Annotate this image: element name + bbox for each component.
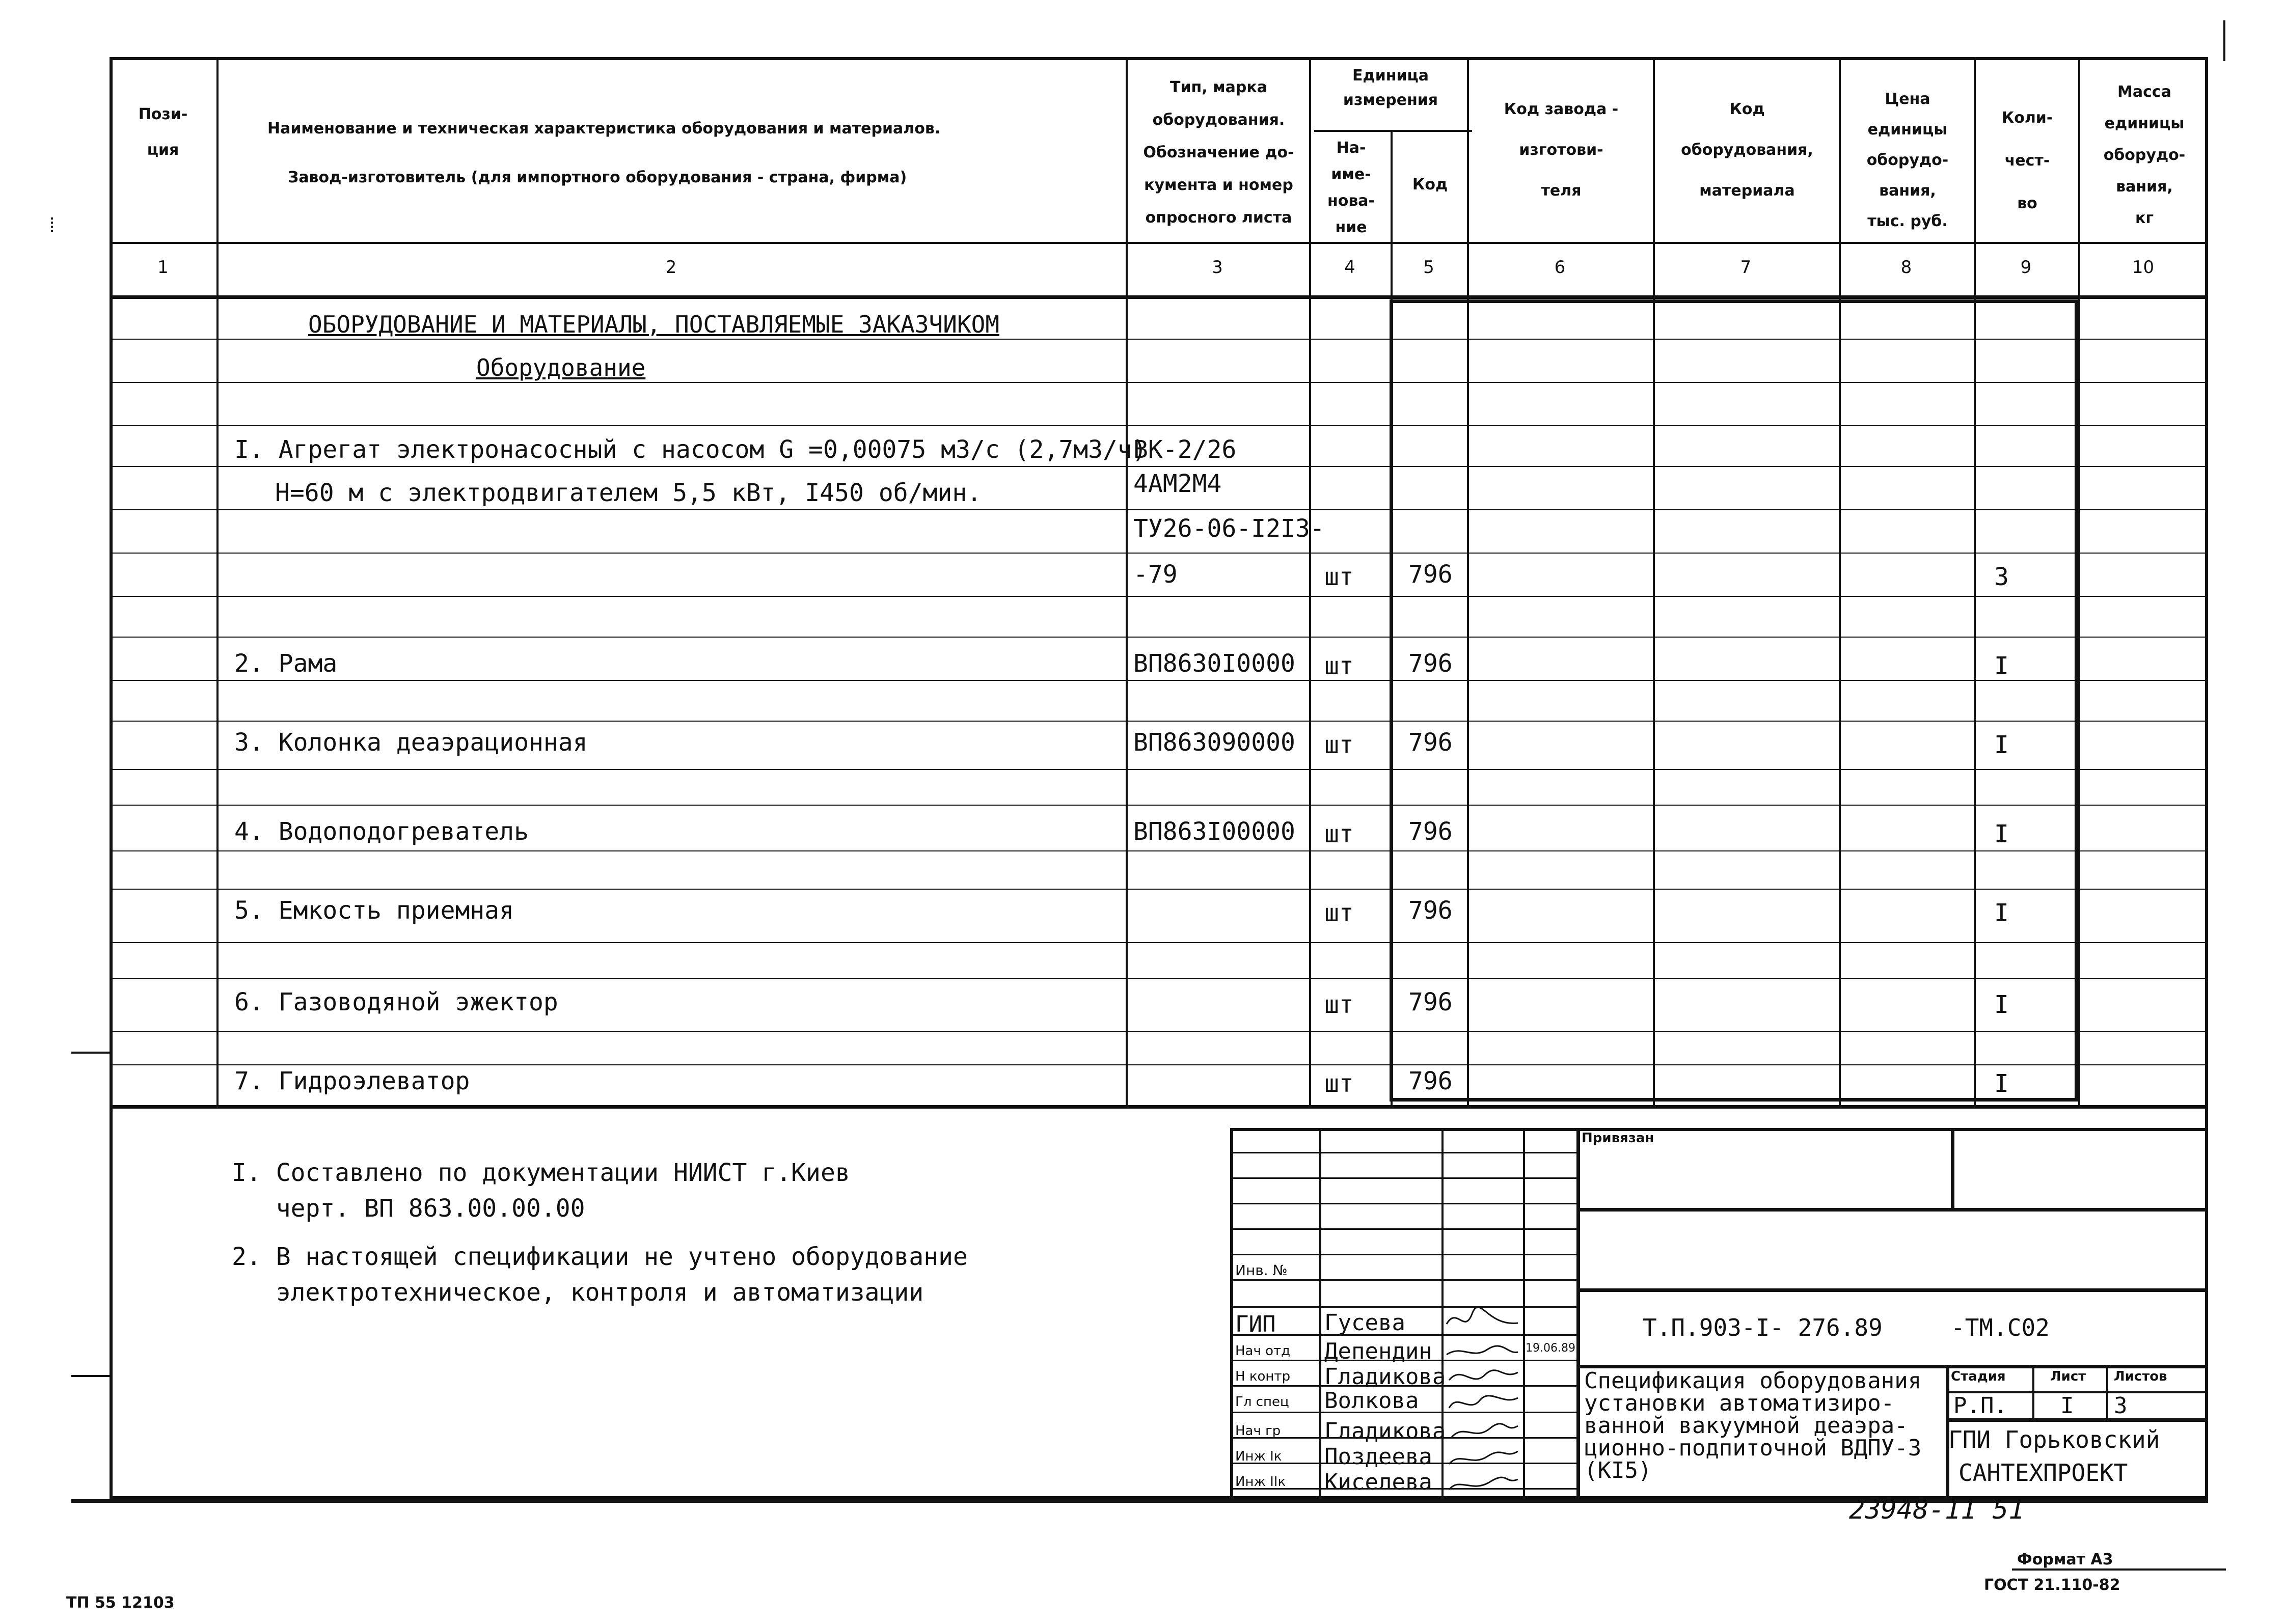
tb-role-4: Гл спец <box>1235 1394 1289 1410</box>
tb-row-line <box>1230 1203 1576 1204</box>
tb-desc-l1: Спецификация оборудования <box>1584 1368 1922 1394</box>
tb-privyazan: Привязан <box>1582 1131 1654 1146</box>
hdr-col6 <box>1469 89 1653 211</box>
tb-doc-code: Т.П.903-I- 276.89 <box>1643 1314 1883 1341</box>
row-6-code: 796 <box>1408 728 1453 757</box>
margin-tick <box>71 1052 110 1054</box>
note-2-line1: 2. В настоящей спецификации не учтено оборудование <box>232 1243 968 1271</box>
colnum-8: 8 <box>1900 257 1912 278</box>
hdr-col1-l2: ция <box>147 141 179 159</box>
hdr-col5: Код <box>1412 176 1448 194</box>
hdr-col4 <box>1312 135 1391 241</box>
hdr-col2-l2: Завод-изготовитель (для импортного оборудования - страна, фирма) <box>288 169 907 186</box>
row-line <box>110 466 2208 467</box>
tb-org-1: ГПИ Горьковский <box>1948 1426 2160 1453</box>
row-line <box>110 382 2208 383</box>
tb-sheet: I <box>2060 1393 2074 1419</box>
row-6-type: ВП863090000 <box>1133 728 1295 757</box>
row-7-type: ВП863I00000 <box>1133 817 1295 846</box>
row-10-code: 796 <box>1408 1067 1453 1095</box>
row-5-unit: шт <box>1324 652 1354 680</box>
gost-label: ГОСТ 21.110-82 <box>1984 1576 2120 1594</box>
tb-line <box>2106 1365 2108 1418</box>
hdr-unit-l2: измерения <box>1343 91 1438 109</box>
hdr-col6-l1: Код завода - <box>1504 100 1619 118</box>
hdr-col8 <box>1841 84 1974 237</box>
hdr-col8-l2: единицы <box>1867 121 1948 139</box>
format-label: Формат А3 <box>2017 1551 2113 1568</box>
row-line <box>110 509 2208 510</box>
data-box <box>1390 299 2078 1102</box>
colnum-2: 2 <box>665 257 677 278</box>
tb-row-line <box>1230 1254 1576 1255</box>
row-line <box>110 680 2208 681</box>
hdr-col7-l1: Код <box>1729 100 1765 118</box>
row-8-unit: шт <box>1324 899 1354 927</box>
hdr-col4-l2: име- <box>1331 166 1371 183</box>
row-7-name: 4. Водоподогреватель <box>234 817 529 846</box>
tb-stage-label: Стадия <box>1951 1369 2006 1384</box>
row-line <box>110 721 2208 722</box>
tb-role-6: Инж Iк <box>1235 1449 1282 1464</box>
row-9-unit: шт <box>1324 990 1354 1019</box>
hdr-col10-l1: Масса <box>2117 83 2171 101</box>
hdr-unit-group <box>1312 64 1469 113</box>
hdr-col3 <box>1128 71 1309 234</box>
tb-line <box>1951 1128 1954 1209</box>
hdr-col9-l1: Коли- <box>2001 109 2053 127</box>
colnum-7: 7 <box>1740 257 1752 278</box>
tb-org-2: САНТЕХПРОЕКТ <box>1958 1459 2128 1487</box>
hdr-col7-l2: оборудования, <box>1681 141 1813 159</box>
tb-role-5: Нач гр <box>1235 1423 1281 1439</box>
row-9-qty: I <box>1994 990 2009 1019</box>
tb-person-6: Поздеева <box>1324 1444 1432 1470</box>
hdr-col4-l4: ние <box>1335 218 1367 236</box>
hdr-col6-l2: изготови- <box>1519 141 1603 159</box>
tb-line <box>1946 1418 2208 1422</box>
row-line <box>110 805 2208 806</box>
row-2-type: 4АМ2М4 <box>1133 470 1222 498</box>
colnum-5: 5 <box>1423 257 1434 278</box>
hdr-col8-l5: тыс. руб. <box>1867 212 1948 230</box>
colnum-10: 10 <box>2132 257 2155 278</box>
row-line <box>110 850 2208 851</box>
hdr-col3-l1: Тип, марка <box>1170 78 1267 96</box>
row-5-code: 796 <box>1408 649 1453 678</box>
hdr-col10-l5: кг <box>2135 209 2154 227</box>
tb-description <box>1584 1370 1921 1482</box>
row-3-type: ТУ26-06-I2I3- <box>1133 514 1325 543</box>
tp-number: ТП 55 12103 <box>66 1594 175 1612</box>
hdr-col10 <box>2081 76 2208 234</box>
row-5-type: ВП8630I0000 <box>1133 649 1295 678</box>
tb-person-3: Гладикова <box>1324 1364 1446 1390</box>
hdr-col8-l3: оборудо- <box>1866 151 1949 169</box>
note-2-line2: электротехническое, контроля и автоматизации <box>232 1278 924 1307</box>
signatures <box>1441 1304 1579 1499</box>
tb-person-1: Гусева <box>1324 1310 1405 1336</box>
row-1-type: ВК-2/26 <box>1133 435 1237 464</box>
row-7-unit: шт <box>1324 820 1354 848</box>
row-line <box>110 1064 2208 1065</box>
row-9-name: 6. Газоводяной эжектор <box>234 988 558 1016</box>
hdr-col10-l3: оборудо- <box>2103 146 2186 164</box>
hdr-col9-l3: во <box>2017 195 2037 212</box>
hdr-col10-l2: единицы <box>2104 115 2185 132</box>
hdr-col7 <box>1655 89 1839 211</box>
hdr-col3-l3: Обозначение до- <box>1143 144 1294 161</box>
row-line <box>110 339 2208 340</box>
tb-person-5: Гладикова <box>1324 1418 1446 1444</box>
row-line <box>110 596 2208 597</box>
tb-person-7: Киселева <box>1324 1469 1432 1495</box>
row-line <box>110 637 2208 638</box>
stamp-number: 23948-11 51 <box>1849 1495 2025 1525</box>
row-4-unit: шт <box>1324 563 1354 591</box>
row-line <box>110 769 2208 770</box>
section-title: ОБОРУДОВАНИЕ И МАТЕРИАЛЫ, ПОСТАВЛЯЕМЫЕ ЗАКАЗЧИКОМ <box>308 311 1000 338</box>
col-line <box>216 57 219 1107</box>
row-9-code: 796 <box>1408 988 1453 1016</box>
header-bottom-line <box>110 242 2208 244</box>
unit-group-line <box>1314 130 1472 132</box>
hdr-col2 <box>267 104 1108 202</box>
tb-doc-suffix: -ТМ.С02 <box>1951 1314 2050 1341</box>
tb-line <box>2032 1365 2034 1418</box>
subsection-title: Оборудование <box>476 354 646 381</box>
tb-line <box>1319 1128 1321 1499</box>
tb-person-2: Депендин <box>1324 1338 1432 1364</box>
colnum-bottom-line <box>110 295 2208 299</box>
hdr-col9-l2: чест- <box>2004 152 2050 170</box>
tb-sheets-label: Листов <box>2114 1369 2167 1384</box>
row-5-name: 2. Рама <box>234 649 338 678</box>
hdr-col6-l3: теля <box>1541 182 1582 200</box>
tb-role-1: ГИП <box>1235 1311 1276 1337</box>
row-8-code: 796 <box>1408 896 1453 925</box>
tb-desc-l4: ционно-подпиточной ВДПУ-3 <box>1584 1435 1922 1461</box>
row-line <box>110 1031 2208 1032</box>
row-10-qty: I <box>1994 1069 2009 1098</box>
row-line <box>110 889 2208 890</box>
table-bottom-line <box>110 1105 2208 1109</box>
hdr-col4-l1: На- <box>1336 139 1366 157</box>
tb-sheets: 3 <box>2114 1393 2128 1419</box>
colnum-3: 3 <box>1212 257 1223 278</box>
row-6-name: 3. Колонка деаэрационная <box>234 728 588 757</box>
col-line <box>1309 57 1311 1107</box>
tb-inv-no: Инв. № <box>1235 1262 1288 1279</box>
tb-line <box>1576 1208 2208 1212</box>
hdr-col4-l3: нова- <box>1327 192 1375 210</box>
hdr-col3-l5: опросного листа <box>1145 209 1292 227</box>
tb-row-line <box>1230 1279 1576 1281</box>
tb-stage: Р.П. <box>1953 1393 2007 1419</box>
tb-line <box>1576 1288 2208 1292</box>
row-2-name: Н=60 м с электродвигателем 5,5 кВт, I450 об/мин. <box>275 479 982 507</box>
row-line <box>110 942 2208 943</box>
hdr-col8-l1: Цена <box>1885 90 1930 108</box>
row-6-unit: шт <box>1324 731 1354 759</box>
row-4-code: 796 <box>1408 560 1453 589</box>
tb-person-4: Волкова <box>1324 1388 1419 1414</box>
tb-desc-l2: установки автоматизиро- <box>1584 1390 1895 1416</box>
row-5-qty: I <box>1994 652 2009 680</box>
hdr-col7-l3: материала <box>1699 182 1795 200</box>
row-4-type: -79 <box>1133 560 1178 589</box>
row-7-qty: I <box>1994 820 2009 848</box>
row-line <box>110 425 2208 426</box>
tb-role-7: Инж IIк <box>1235 1474 1286 1490</box>
row-4-qty: 3 <box>1994 563 2009 591</box>
corner-mark <box>2223 20 2225 61</box>
colnum-6: 6 <box>1554 257 1566 278</box>
hdr-col3-l2: оборудования. <box>1152 111 1285 129</box>
hdr-col9 <box>1976 97 2078 225</box>
margin-mark: ⁞ <box>46 214 59 237</box>
tb-row-line <box>1230 1152 1576 1153</box>
note-1-line2: черт. ВП 863.00.00.00 <box>232 1194 585 1223</box>
hdr-col10-l4: вания, <box>2116 178 2173 196</box>
margin-tick <box>71 1375 110 1377</box>
row-7-code: 796 <box>1408 817 1453 846</box>
col-line <box>2078 57 2080 1107</box>
colnum-9: 9 <box>2020 257 2032 278</box>
row-8-qty: I <box>1994 899 2009 927</box>
hdr-col1-l1: Пози- <box>138 105 188 123</box>
hdr-col8-l4: вания, <box>1879 182 1936 200</box>
tb-role-3: Н контр <box>1235 1369 1291 1384</box>
hdr-col2-l1: Наименование и техническая характеристика оборудования и материалов. <box>267 120 941 137</box>
row-10-unit: шт <box>1324 1069 1354 1098</box>
row-line <box>110 553 2208 554</box>
tb-sheet-label: Лист <box>2050 1369 2086 1384</box>
note-1-line1: I. Составлено по документации НИИСТ г.Киев <box>232 1159 850 1187</box>
colnum-4: 4 <box>1344 257 1355 278</box>
format-underline <box>2012 1568 2226 1571</box>
tb-desc-l3: ванной вакуумной деаэра- <box>1584 1413 1908 1439</box>
row-8-name: 5. Емкость приемная <box>234 896 514 925</box>
row-10-name: 7. Гидроэлеватор <box>234 1067 470 1095</box>
col-line <box>1126 57 1128 1107</box>
row-1-name: I. Агрегат электронасосный с насосом G =0,00075 м3/с (2,7м3/ч) <box>234 435 1147 464</box>
tb-row-line <box>1230 1228 1576 1230</box>
hdr-col3-l4: кумента и номер <box>1144 176 1293 194</box>
tb-date: 19.06.89 <box>1526 1342 1575 1355</box>
hdr-col1 <box>110 97 216 168</box>
row-line <box>110 978 2208 979</box>
tb-row-line <box>1230 1177 1576 1179</box>
colnum-1: 1 <box>157 257 169 278</box>
row-6-qty: I <box>1994 731 2009 759</box>
tb-desc-l5: (КI5) <box>1584 1457 1652 1483</box>
hdr-unit-l1: Единица <box>1352 67 1429 85</box>
tb-role-2: Нач отд <box>1235 1343 1291 1359</box>
